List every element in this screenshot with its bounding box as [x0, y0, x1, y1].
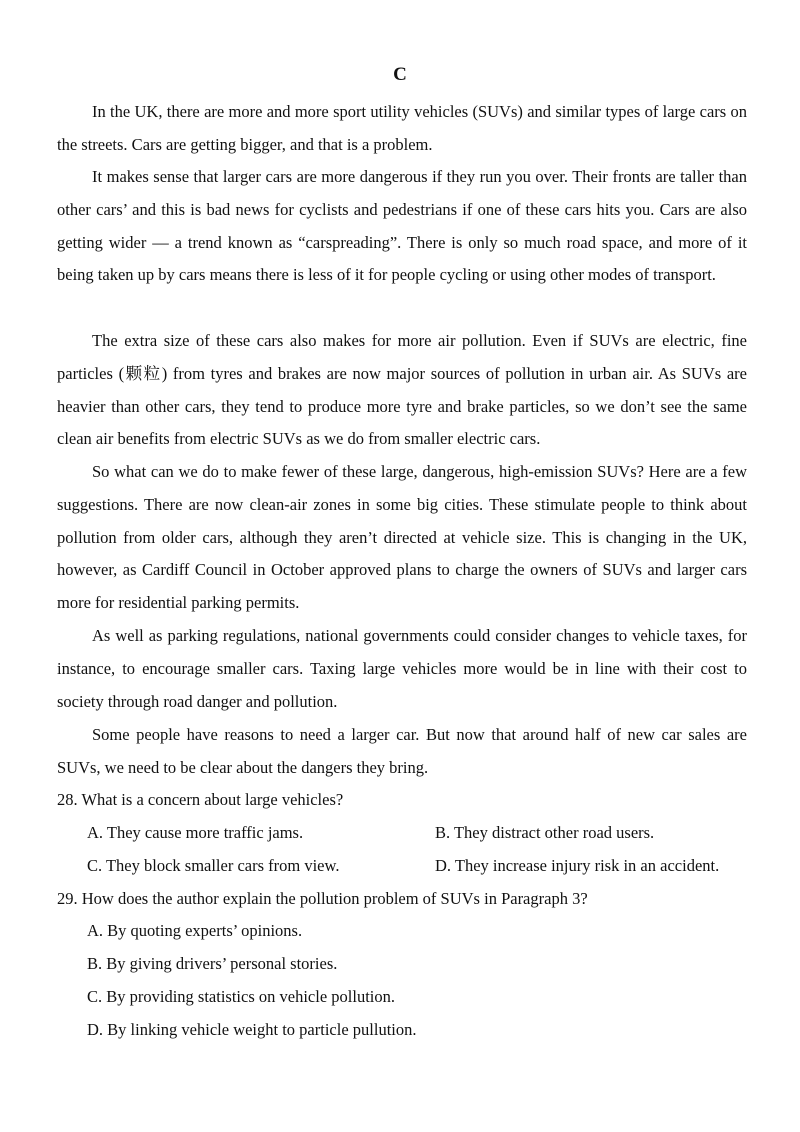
question-28-stem: 28. What is a concern about large vehicles?: [57, 790, 344, 809]
paragraph-4: So what can we do to make fewer of these large, dangerous, high-emission SUVs? Here are a few suggestions. There are now clean-air zones in some big cities. These stimulate people to think about pollution from older cars, although they aren’t directed at vehicle size. This is changing in the UK, however, as Cardiff Council in October approved plans to charge the owners of SUVs and larger cars more for residential parking permits.: [57, 462, 747, 613]
paragraph-5: As well as parking regulations, national governments could consider changes to vehicle taxes, for instance, to encourage smaller cars. Taxing large vehicles more would be in line with their cost to society through road danger and pollution.: [57, 626, 747, 711]
paragraph-2: It makes sense that larger cars are more dangerous if they run you over. Their fronts are taller than other cars’ and this is bad news for cyclists and pedestrians if one of these cars hits you. Cars are also getting wider — a trend known as “carspreading”. There is only so much road space, and more of it being taken up by cars means there is less of it for people cycling or using other modes of transport.: [57, 167, 747, 285]
question-29-option-a[interactable]: A. By quoting experts’ opinions.: [87, 921, 303, 940]
question-29-option-c[interactable]: C. By providing statistics on vehicle pollution.: [87, 987, 395, 1006]
question-28-option-d[interactable]: D. They increase injury risk in an accident.: [435, 856, 720, 875]
paragraph-1: In the UK, there are more and more sport utility vehicles (SUVs) and similar types of large cars on the streets. Cars are getting bigger, and that is a problem.: [57, 102, 747, 154]
question-28-option-b[interactable]: B. They distract other road users.: [435, 823, 655, 842]
question-28-option-c[interactable]: C. They block smaller cars from view.: [87, 856, 340, 875]
question-29-stem: 29. How does the author explain the pollution problem of SUVs in Paragraph 3?: [57, 889, 588, 908]
paragraph-6: Some people have reasons to need a larger car. But now that around half of new car sales are SUVs, we need to be clear about the dangers they bring.: [57, 725, 747, 777]
question-29-option-b[interactable]: B. By giving drivers’ personal stories.: [87, 954, 338, 973]
question-28-option-a[interactable]: A. They cause more traffic jams.: [87, 823, 304, 842]
paragraph-3: The extra size of these cars also makes for more air pollution. Even if SUVs are electric, fine particles (颗粒) from tyres and brakes are now major sources of pollution in urban air. As SUVs are heavier than other cars, they tend to produce more tyre and brake particles, so we don’t see the same clean air benefits from electric SUVs as we do from smaller electric cars.: [57, 331, 747, 449]
section-title: C: [393, 64, 407, 85]
question-29-option-d[interactable]: D. By linking vehicle weight to particle pullution.: [87, 1020, 417, 1039]
